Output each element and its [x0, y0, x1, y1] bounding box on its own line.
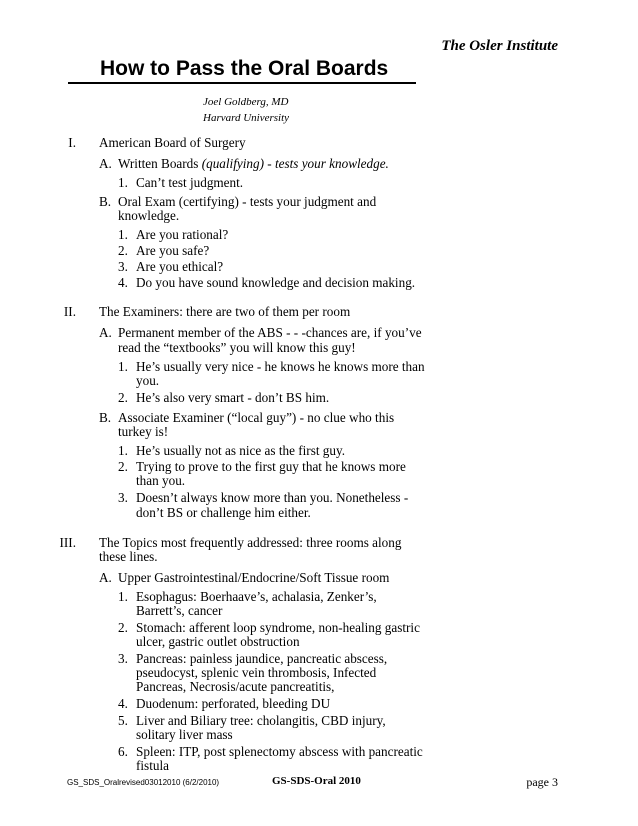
subitem-number: 1.	[118, 175, 128, 190]
section-numeral: III.	[59, 535, 76, 550]
subitem-text: Liver and Biliary tree: cholangitis, CBD injury,	[136, 713, 386, 728]
subitem-text: than you.	[136, 473, 186, 488]
item-text: Oral Exam (certifying) - tests your judgment and	[118, 194, 377, 209]
section-heading: The Examiners: there are two of them per room	[99, 304, 351, 319]
subitem-number: 4.	[118, 275, 128, 290]
institute-name: The Osler Institute	[441, 38, 558, 54]
footer-file-info: GS_SDS_Oralrevised03012010 (6/2/2010)	[67, 778, 220, 787]
subitem-text: you.	[136, 373, 160, 388]
author-affiliation: Harvard University	[203, 112, 290, 124]
item-label: A.	[99, 325, 112, 340]
item-label: A.	[99, 570, 112, 585]
subitem-text: Esophagus: Boerhaave’s, achalasia, Zenker’s,	[136, 589, 377, 604]
subitem-text: He’s also very smart - don’t BS him.	[136, 390, 330, 405]
subitem-text: Spleen: ITP, post splenectomy abscess with pancreatic	[136, 744, 423, 759]
item-label: A.	[99, 156, 112, 171]
subitem-text: Pancreas, Necrosis/acute pancreatitis,	[136, 679, 335, 694]
subitem-number: 1.	[118, 589, 128, 604]
section-numeral: II.	[63, 304, 76, 319]
subitem-text: He’s usually not as nice as the first guy.	[136, 443, 346, 458]
subitem-number: 3.	[118, 259, 128, 274]
subitem-number: 2.	[118, 459, 128, 474]
subitem-number: 2.	[118, 243, 128, 258]
section-heading: American Board of Surgery	[99, 135, 246, 150]
item-text: read the “textbooks” you will know this guy!	[118, 340, 356, 355]
item-text: Upper Gastrointestinal/Endocrine/Soft Tissue room	[118, 570, 390, 585]
footer-page-number: page 3	[526, 775, 558, 789]
item-text: knowledge.	[118, 208, 180, 223]
subitem-text: Stomach: afferent loop syndrome, non-healing gastric	[136, 620, 420, 635]
footer-doc-code: GS-SDS-Oral 2010	[272, 775, 361, 787]
subitem-text: ulcer, gastric outlet obstruction	[136, 634, 300, 649]
subitem-text: don’t BS or challenge him either.	[136, 505, 311, 520]
item-text: Permanent member of the ABS - - -chances are, if you’ve	[118, 325, 422, 340]
subitem-text: Are you ethical?	[136, 259, 224, 274]
page-title: How to Pass the Oral Boards	[100, 57, 389, 80]
subitem-number: 2.	[118, 620, 128, 635]
subitem-number: 5.	[118, 713, 128, 728]
subitem-text: Are you rational?	[136, 227, 229, 242]
item-text-italic: (qualifying) - tests your knowledge.	[201, 156, 389, 171]
title-underline	[68, 82, 416, 84]
subitem-number: 2.	[118, 390, 128, 405]
subitem-text: Duodenum: perforated, bleeding DU	[136, 696, 331, 711]
item-label: B.	[99, 194, 112, 209]
subitem-number: 1.	[118, 443, 128, 458]
item-text: turkey is!	[118, 424, 169, 439]
section-heading: these lines.	[99, 549, 158, 564]
subitem-number: 4.	[118, 696, 128, 711]
subitem-text: solitary liver mass	[136, 727, 233, 742]
subitem-text: Can’t test judgment.	[136, 175, 244, 190]
subitem-text: Do you have sound knowledge and decision making.	[136, 275, 416, 290]
subitem-text: Pancreas: painless jaundice, pancreatic abscess,	[136, 651, 388, 666]
subitem-text: pseudocyst, splenic vein thrombosis, Infected	[136, 665, 377, 680]
subitem-text: Trying to prove to the first guy that he knows more	[136, 459, 406, 474]
subitem-number: 6.	[118, 744, 128, 759]
section-heading: The Topics most frequently addressed: three rooms along	[99, 535, 402, 550]
subitem-text: Are you safe?	[136, 243, 210, 258]
author-name: Joel Goldberg, MD	[203, 96, 289, 108]
subitem-number: 1.	[118, 227, 128, 242]
subitem-number: 3.	[118, 651, 128, 666]
item-label: B.	[99, 410, 112, 425]
subitem-number: 1.	[118, 359, 128, 374]
subitem-text: Barrett’s, cancer	[136, 603, 223, 618]
subitem-number: 3.	[118, 490, 128, 505]
section-numeral: I.	[68, 135, 76, 150]
item-text: Associate Examiner (“local guy”) - no clue who this	[118, 410, 395, 425]
subitem-text: Doesn’t always know more than you. Nonetheless -	[136, 490, 409, 505]
item-text	[118, 156, 389, 172]
subitem-text: fistula	[136, 758, 169, 773]
subitem-text: He’s usually very nice - he knows he knows more than	[136, 359, 425, 374]
item-text-plain: Written Boards	[118, 156, 202, 171]
